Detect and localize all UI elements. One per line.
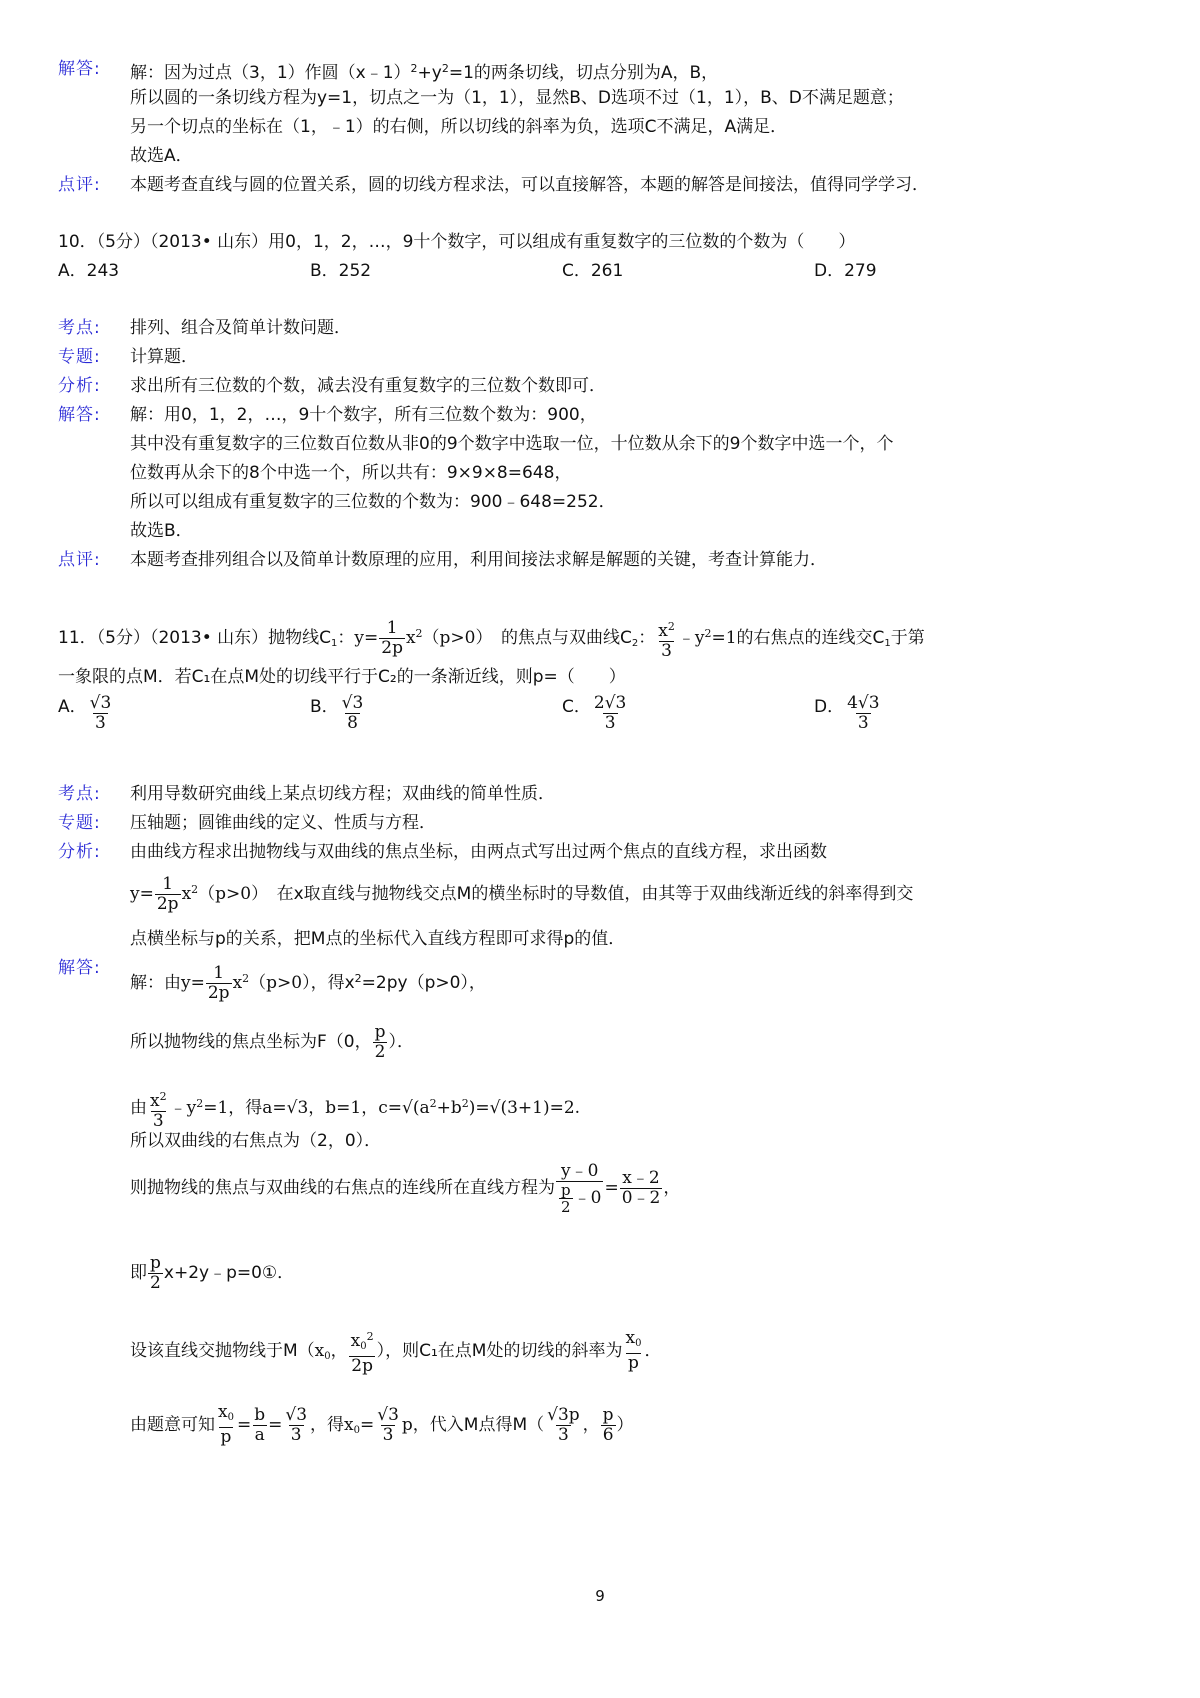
q11-option-a: A． $\frac{√3}{3}$ (58, 693, 112, 733)
document-page: 解答: 解：因为过点（3，1）作圆$(x﹣1)^2+y^2=1$的两条切线，切点分别为A，B， 所以圆的一条切线方程为y=1，切点之一为（1，1），显然B、D选项不过（1，1），B、D不满足题意； 另一个切点的坐标在（1，﹣1）的右侧，所以切线的斜率为负，选项C不满足，A满足． 故选A． 点评: 本题考查直线与圆的位置关系，圆的切线方程求法，可以直接解答，本题的解答是间接法，值得同学学习． 10．（5分）（2013• 山东）用0，1，2，…，9十个数字，可以组成有重复数字的三位数的个数为（ ） A．243 B．252 C．261 D．279 考点: 排列、组合及简单计数问题． 专题: 计算题． 分析: 求出所有三位数的个数，减去没有重复数字的三位数个数即可． 解答: 解：用0，1，2，…，9十个数字，所有三位数个数为：900， 其中没有重复数字的三位数百位数从非0的9个数字中选取一位，十位数从余下的9个数字中选一个，个 位数再从余下的8个中选一个，所以共有：9×9×8=648， 所以可以组成有重复数字的三位数的个数为：900﹣648=252． 故选B． 点评: 本题考查排列组合以及简单计数原理的应用，利用间接法求解是解题的关键，考查计算能力． 11．（5分）（2013• 山东）抛物线$C_1$：y= $\frac{1}{2p}$ $x^2(p>0)$ 的焦点与双曲线$C_2$： $\frac{x^2}{3}$ $﹣y^2=1$的右焦点的连线交$C_1$于第 一象限的点M．若C₁在点M处的切线平行于C₂的一条渐近线，则p=（ ） A． $\frac{√3}{3}$ B． $\frac{√3}{8}$ C． $\frac{2√3}{3}$ D． $\frac{4√3}{3}$ 考点: 利用导数研究曲线上某点切线方程；双曲线的简单性质． 专题: 压轴题；圆锥曲线的定义、性质与方程． 分析: 由曲线方程求出抛物线与双曲线的焦点坐标，由两点式写出过两个焦点的直线方程，求出函数 y= $\frac{1}{2p}$ $x^2(p>0)$ 在x取直线与抛物线交点M的横坐标时的导数值，由其等于双曲线渐近线的斜率得到交 点横坐标与p的关系，把M点的坐标代入直线方程即可求得p的值． 解答: 解：由y= $\frac{1}{2p}$ $x^2(p>0)$，得$x^2=2py(p>0)$， 所以抛物线的焦点坐标为F（0， $\frac{p}{2}$ ）． 由 $\frac{x^2}{3}$ $﹣y^2=1$，得a=√3，b=1，$c=√(a^2+b^2)=√(3+1)=2$. 所以双曲线的右焦点为（2，0）． 则抛物线的焦点与双曲线的右焦点的连线所在直线方程为 y﹣0 $\frac{p}{2}$ ﹣0 = $\frac{x﹣2}{0﹣2}$ ， 即 $\frac{p}{2}$ x+2y﹣p=0①． 设该直线交抛物线于$M(x_0$， $\frac{x_0^2}{2p}$ ），则C₁在点M处的切线的斜率为 $\frac{x_0}{p}$ ． 由题意可知 $\frac{x_0}{p}$ = $\frac{b}{a}$ = $\frac{√3}{3}$ ，得$x_0=$ $\frac{√3}{3}$ p，代入M点得M（ $\frac{√3p}{3}$ ， $\frac{p}{6}$ ） 9 (0, 0, 1200, 1698)
q11-option-d: D． $\frac{4√3}{3}$ (814, 693, 880, 733)
label-answer: 解答: (58, 59, 101, 79)
q11-options (58, 694, 1160, 750)
q11-option-b: B． $\frac{√3}{8}$ (310, 693, 364, 733)
q10-option-d: D．279 (814, 261, 877, 281)
q10-option-c: C．261 (562, 261, 624, 281)
q10-option-a: A．243 (58, 261, 120, 281)
page-number: 9 (595, 1587, 605, 1605)
label-comment: 点评: (58, 175, 101, 195)
q10-option-b: B．252 (310, 261, 372, 281)
q11-option-c: C． $\frac{2√3}{3}$ (562, 693, 627, 733)
